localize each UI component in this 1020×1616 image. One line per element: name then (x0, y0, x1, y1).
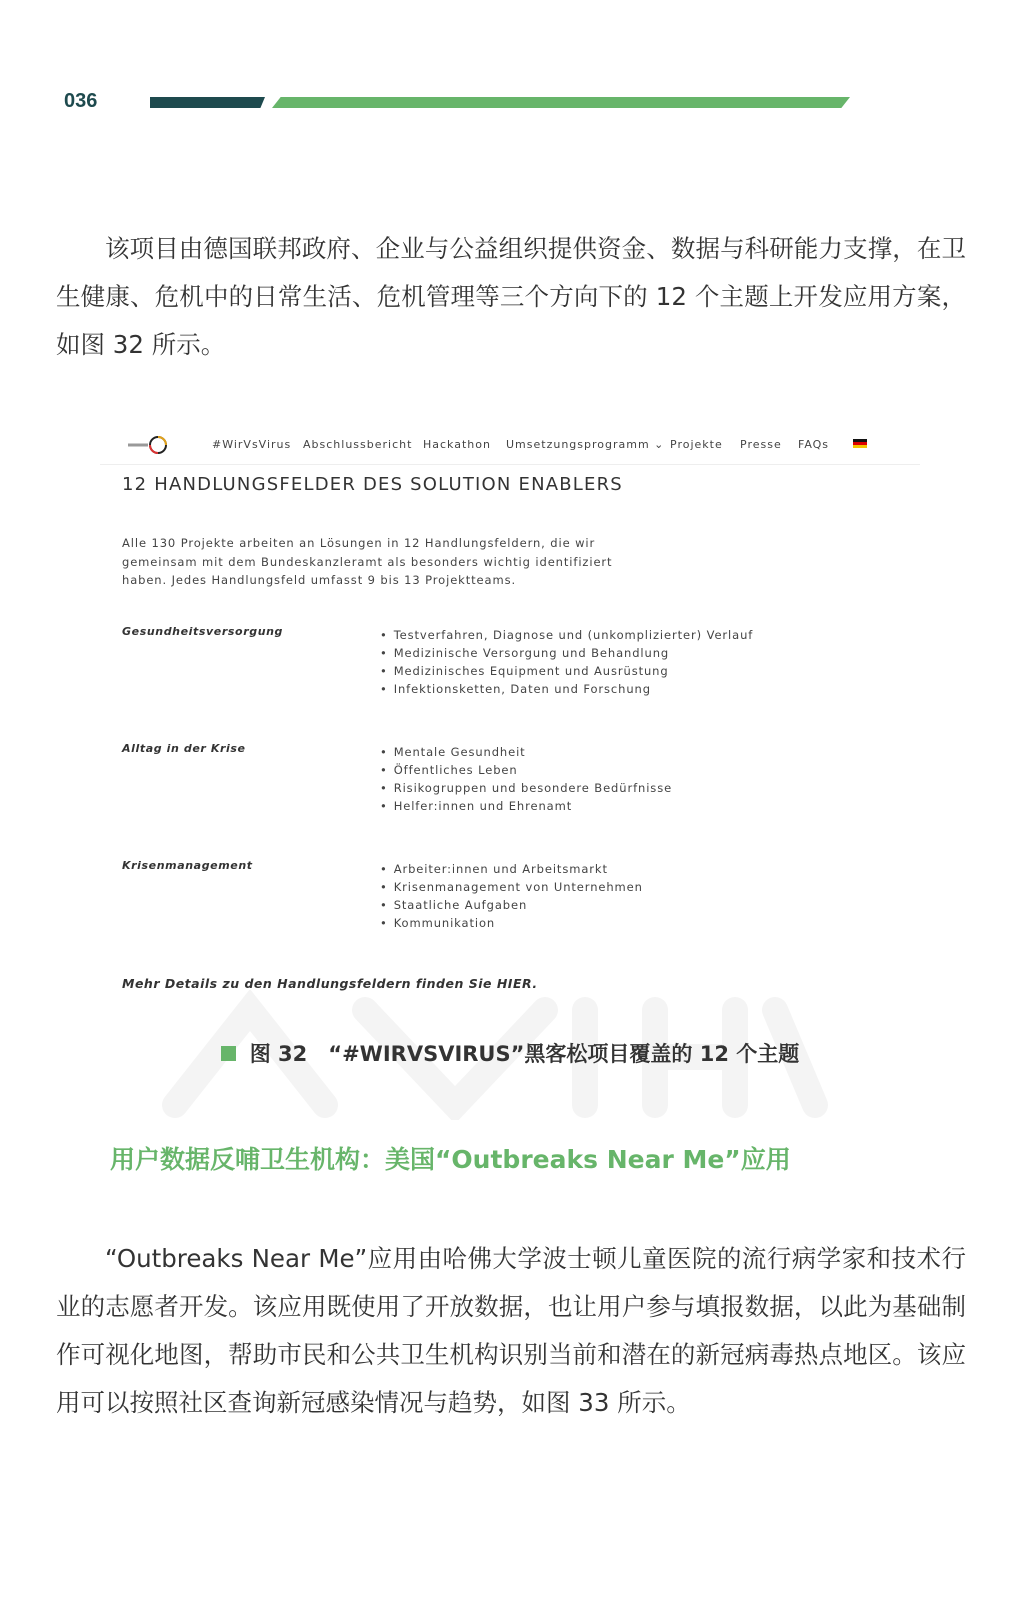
list-item: • Testverfahren, Diagnose und (unkomplizierter) Verlauf (380, 626, 753, 644)
header-bar-dark (150, 97, 265, 108)
screenshot-footer-link[interactable]: Mehr Details zu den Handlungsfeldern finden Sie HIER. (122, 976, 538, 991)
caption-square-icon (221, 1046, 236, 1061)
list-item: • Öffentliches Leben (380, 761, 672, 779)
screenshot-intro: Alle 130 Projekte arbeiten an Lösungen in 12 Handlungsfeldern, die wir gemeinsam mit dem Bundeskanzleramt als besonders wichtig identifiziert haben. Jedes Handlungsfeld umfasst 9 bis 13 Projektteams. (122, 536, 613, 587)
field-label-alltag-in-der-krise: Alltag in der Krise (122, 742, 246, 755)
figure-caption (0, 1038, 1020, 1068)
list-item: • Staatliche Aufgaben (380, 896, 643, 914)
nav-item-presse[interactable]: Presse (740, 438, 782, 451)
nav-item-wirvsvirus[interactable]: #WirVsVirus (212, 438, 292, 451)
body-paragraph: “Outbreaks Near Me”应用由哈佛大学波士顿儿童医院的流行病学家和技术行业的志愿者开发。该应用既使用了开放数据，也让用户参与填报数据，以此为基础制作可视化地图，帮助市民和公共卫生机构识别当前和潜在的新冠病毒热点地区。该应用可以按照社区查询新冠感染情况与趋势，如图 33 所示。 (56, 1244, 966, 1417)
caption-text: 图 32 “#WIRVSVIRUS”黑客松项目覆盖的 12 个主题 (249, 1042, 800, 1066)
list-item: • Helfer:innen und Ehrenamt (380, 797, 672, 815)
field-label-krisenmanagement: Krisenmanagement (122, 859, 253, 872)
list-item: • Krisenmanagement von Unternehmen (380, 878, 643, 896)
field-label-gesundheitsversorgung: Gesundheitsversorgung (122, 625, 284, 638)
section-title: 用户数据反哺卫生机构：美国“Outbreaks Near Me”应用 (110, 1145, 791, 1174)
list-item: • Kommunikation (380, 914, 643, 932)
field-list-alltag-in-der-krise (380, 743, 672, 815)
figure-screenshot (100, 430, 920, 1030)
nav-item-abschlussbericht[interactable]: Abschlussbericht (303, 438, 413, 451)
nav-item-hackathon[interactable]: Hackathon (423, 438, 491, 451)
list-item: • Arbeiter:innen und Arbeitsmarkt (380, 860, 643, 878)
list-item: • Medizinisches Equipment und Ausrüstung (380, 662, 753, 680)
header-bar-green (272, 97, 850, 108)
field-list-gesundheitsversorgung (380, 626, 753, 698)
page-number: 036 (64, 90, 98, 112)
list-item: • Medizinische Versorgung und Behandlung (380, 644, 753, 662)
german-flag-icon[interactable] (853, 439, 867, 448)
nav-item-faqs[interactable]: FAQs (798, 438, 830, 451)
wirvsvirus-logo-icon (124, 434, 170, 456)
intro-paragraph: 该项目由德国联邦政府、企业与公益组织提供资金、数据与科研能力支撑，在卫生健康、危机中的日常生活、危机管理等三个方向下的 12 个主题上开发应用方案，如图 32 所示。 (56, 234, 966, 359)
list-item: • Risikogruppen und besondere Bedürfnisse (380, 779, 672, 797)
screenshot-heading: 12 HANDLUNGSFELDER DES SOLUTION ENABLERS (122, 474, 623, 495)
field-list-krisenmanagement (380, 860, 643, 932)
nav-item-umsetzungsprogramm[interactable]: Umsetzungsprogramm ⌄ (506, 438, 665, 451)
list-item: • Mentale Gesundheit (380, 743, 672, 761)
nav-item-projekte[interactable]: Projekte (670, 438, 723, 451)
screenshot-navbar (100, 430, 920, 465)
list-item: • Infektionsketten, Daten und Forschung (380, 680, 753, 698)
